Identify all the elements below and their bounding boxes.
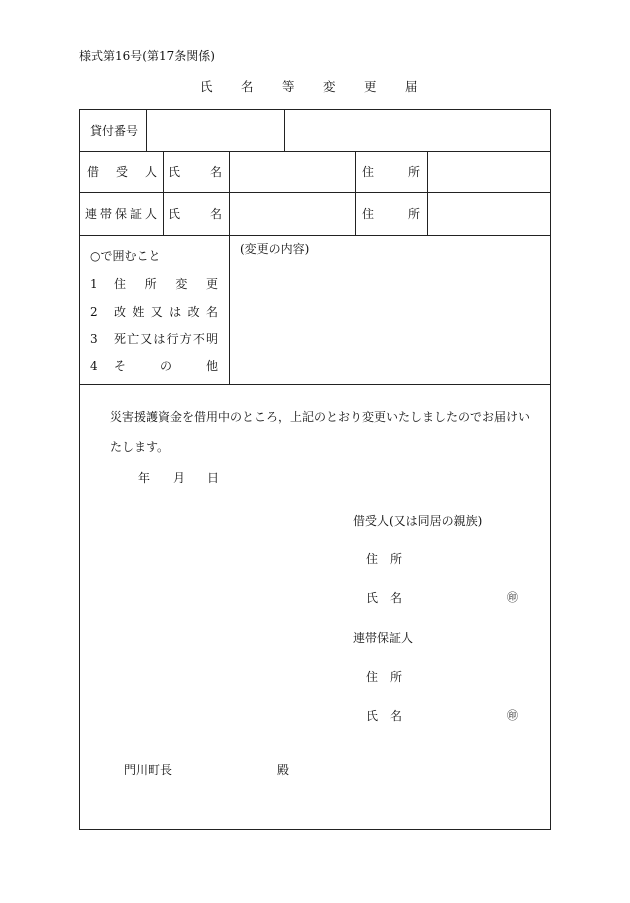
label-char: 人 xyxy=(144,207,157,221)
option-char: 方 xyxy=(179,332,192,346)
option-number: 2 xyxy=(90,305,98,319)
title-char: 等 xyxy=(282,79,295,94)
label-char: 住 xyxy=(362,207,375,221)
date-day-label: 日 xyxy=(207,471,220,485)
date-year-label: 年 xyxy=(138,471,151,485)
option-char: 又 xyxy=(140,332,153,346)
option-char: 改 xyxy=(187,305,200,319)
option-char: の xyxy=(159,359,172,373)
borrower-address-label xyxy=(362,166,420,178)
guarantor-signature-heading: 連帯保証人 xyxy=(353,631,414,645)
col-divider xyxy=(229,151,230,384)
col-divider xyxy=(146,109,147,151)
borrower-signature-heading: 借受人(又は同居の親族) xyxy=(353,514,483,528)
option-char: そ xyxy=(114,359,127,373)
option-char: 不 xyxy=(192,332,205,346)
borrower-signature-name-label: 氏 名 xyxy=(366,591,403,605)
option-char: 亡 xyxy=(127,332,140,346)
form-title xyxy=(200,81,446,94)
label-char: 住 xyxy=(362,165,375,179)
label-char: 帯 xyxy=(99,207,112,221)
option-char: 死 xyxy=(114,332,127,346)
option-char: 行 xyxy=(166,332,179,346)
guarantor-label xyxy=(85,208,157,220)
option-char: 明 xyxy=(205,332,218,346)
option-other[interactable] xyxy=(114,360,218,372)
row-divider xyxy=(79,235,551,236)
option-number: 3 xyxy=(90,332,98,346)
guarantor-name-field[interactable] xyxy=(234,196,350,231)
col-divider xyxy=(427,151,428,235)
option-char: 変 xyxy=(175,277,188,291)
title-char: 氏 xyxy=(200,79,213,94)
label-char: 所 xyxy=(407,207,420,221)
loan-number-field[interactable] xyxy=(152,112,280,148)
option-char: 改 xyxy=(114,305,127,319)
guarantor-address-field[interactable] xyxy=(432,196,547,231)
option-address-change[interactable] xyxy=(114,278,218,290)
declaration-text: 災害援護資金を借用中のところ，上記のとおり変更いたしましたのでお届けいたします。 xyxy=(110,410,531,454)
label-char: 受 xyxy=(115,165,128,179)
borrower-signature-address-label: 住 所 xyxy=(366,552,403,566)
borrower-address-field[interactable] xyxy=(432,155,547,189)
label-char: 人 xyxy=(144,165,157,179)
seal-mark: ㊞ xyxy=(507,709,518,722)
label-char: 保 xyxy=(114,207,127,221)
label-char: 所 xyxy=(407,165,420,179)
guarantor-signature-name-label: 氏 名 xyxy=(366,709,403,723)
guarantor-address-label xyxy=(362,208,420,220)
row-divider xyxy=(79,384,551,385)
label-char: 名 xyxy=(209,207,222,221)
option-char: 住 xyxy=(114,277,127,291)
option-name-change[interactable] xyxy=(114,306,218,318)
loan-number-label: 貸付番号 xyxy=(90,124,139,138)
label-char: 連 xyxy=(85,207,98,221)
title-char: 更 xyxy=(364,79,377,94)
change-details-field[interactable] xyxy=(236,262,547,380)
guarantor-name-label xyxy=(168,208,222,220)
option-char: は xyxy=(169,305,182,319)
label-char: 氏 xyxy=(168,207,181,221)
label-char: 氏 xyxy=(168,165,181,179)
col-divider xyxy=(284,109,285,151)
option-char: 更 xyxy=(205,277,218,291)
addressee-honorific: 殿 xyxy=(277,763,290,777)
option-char: 又 xyxy=(150,305,163,319)
borrower-label xyxy=(87,166,157,178)
date-month-label: 月 xyxy=(173,471,186,485)
row-divider xyxy=(79,192,551,193)
col-divider xyxy=(163,151,164,235)
option-number: 4 xyxy=(90,359,98,373)
borrower-name-label xyxy=(168,166,222,178)
row-divider xyxy=(79,151,551,152)
col-divider xyxy=(355,151,356,235)
option-char: 他 xyxy=(205,359,218,373)
option-death-or-missing[interactable] xyxy=(114,333,218,345)
borrower-name-field[interactable] xyxy=(234,155,350,189)
title-char: 変 xyxy=(323,79,336,94)
title-char: 名 xyxy=(241,79,254,94)
option-char: 所 xyxy=(144,277,157,291)
title-char: 届 xyxy=(405,79,418,94)
addressee-office: 門川町長 xyxy=(124,763,173,777)
label-char: 証 xyxy=(129,207,142,221)
options-instruction: ○で囲むこと xyxy=(90,249,161,263)
loan-number-field-extra[interactable] xyxy=(289,112,547,148)
option-char: 名 xyxy=(205,305,218,319)
seal-mark: ㊞ xyxy=(507,591,518,604)
change-details-label: (変更の内容) xyxy=(240,242,310,256)
label-char: 借 xyxy=(87,165,100,179)
option-char: は xyxy=(153,332,166,346)
form-number: 様式第16号(第17条関係) xyxy=(79,49,215,63)
label-char: 名 xyxy=(209,165,222,179)
option-char: 姓 xyxy=(132,305,145,319)
guarantor-signature-address-label: 住 所 xyxy=(366,670,403,684)
option-number: 1 xyxy=(90,277,98,291)
